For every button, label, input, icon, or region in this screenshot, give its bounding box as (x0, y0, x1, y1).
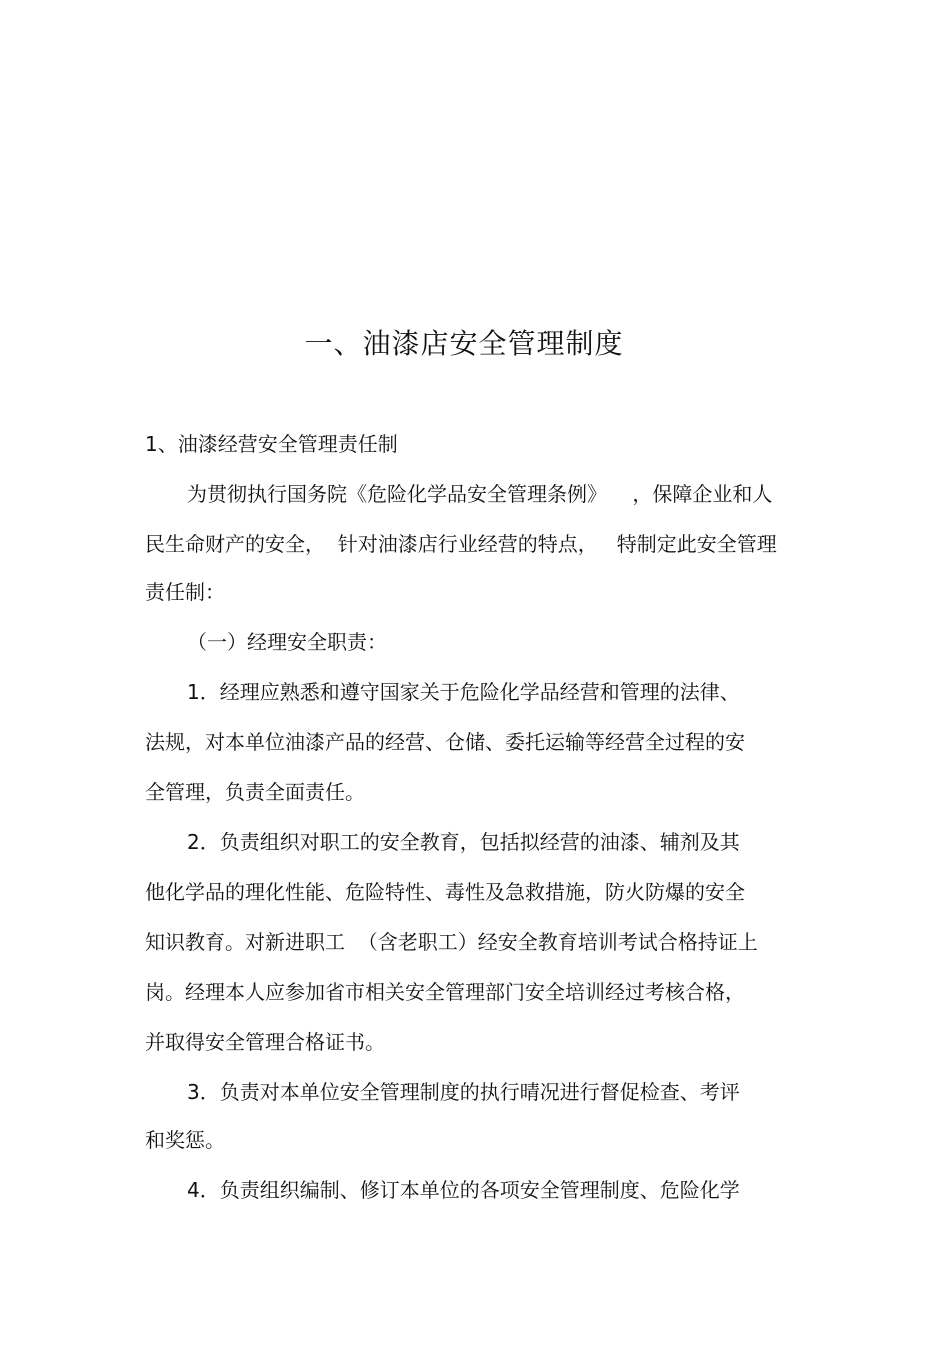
paragraph-line: 民生命财产的安全， 针对油漆店行业经营的特点， 特制定此安全管理 (145, 532, 777, 556)
paragraph-line: 1．经理应熟悉和遵守国家关于危险化学品经营和管理的法律、 (187, 680, 740, 704)
document-title: 一、油漆店安全管理制度 (304, 327, 624, 360)
paragraph-line: 和奖惩。 (145, 1128, 225, 1152)
paragraph-line: 他化学品的理化性能、危险特性、毒性及急救措施，防火防爆的安全 (145, 880, 745, 904)
paragraph-line: 责任制： (145, 580, 225, 604)
paragraph-line: 全管理，负责全面责任。 (145, 780, 365, 804)
paragraph-line: 岗。经理本人应参加省市相关安全管理部门安全培训经过考核合格， (145, 980, 745, 1004)
paragraph-line: 4．负责组织编制、修订本单位的各项安全管理制度、危险化学 (187, 1178, 740, 1202)
paragraph-line: 知识教育。对新进职工 （含老职工）经安全教育培训考试合格持证上 (145, 930, 758, 954)
paragraph-line: 1、油漆经营安全管理责任制 (145, 432, 398, 456)
paragraph-line: 3．负责对本单位安全管理制度的执行晴况进行督促检查、考评 (187, 1080, 740, 1104)
paragraph-line: 2．负责组织对职工的安全教育，包括拟经营的油漆、辅剂及其 (187, 830, 740, 854)
paragraph-line: 法规，对本单位油漆产品的经营、仓储、委托运输等经营全过程的安 (145, 730, 745, 754)
paragraph-line: 并取得安全管理合格证书。 (145, 1030, 385, 1054)
paragraph-line: 为贯彻执行国务院《危险化学品安全管理条例》 ，保障企业和人 (187, 482, 773, 506)
paragraph-line: （一）经理安全职责： (187, 630, 387, 654)
